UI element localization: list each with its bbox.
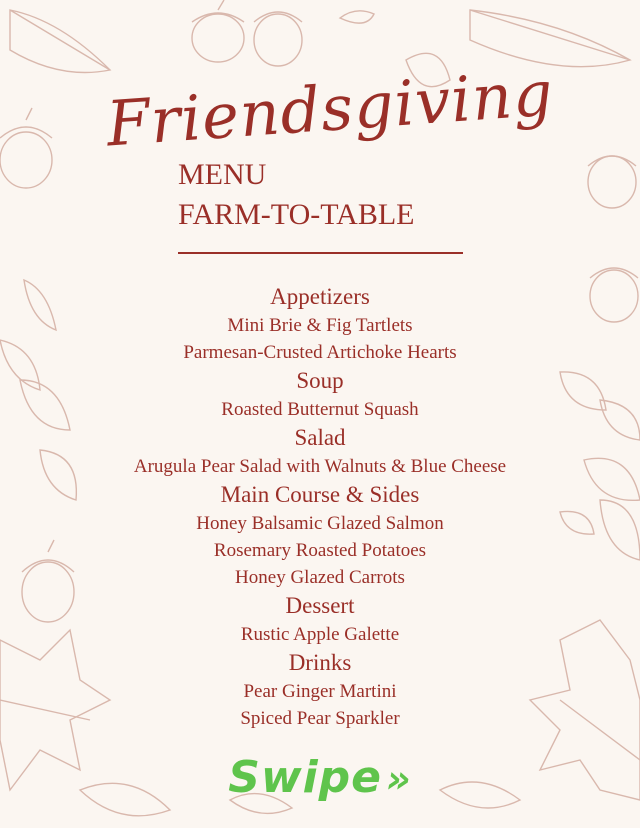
swipe-label: Swipe xyxy=(228,752,383,803)
menu-section-main-course xyxy=(0,480,640,591)
menu-item: Rosemary Roasted Potatoes xyxy=(213,540,427,561)
menu-subtitle: MENU xyxy=(178,158,267,191)
menu-item: Roasted Butternut Squash xyxy=(221,399,419,420)
swipe-button[interactable] xyxy=(228,752,411,803)
menu-section-dessert xyxy=(0,591,640,648)
leaf-icon xyxy=(10,10,110,73)
acorn-icon xyxy=(254,12,302,66)
menu-item: Parmesan-Crusted Artichoke Hearts xyxy=(183,342,457,363)
section-heading: Appetizers xyxy=(270,284,370,309)
menu-section-drinks xyxy=(0,648,640,732)
section-heading: Dessert xyxy=(285,593,355,618)
swipe-area xyxy=(0,752,640,803)
menu-section-salad xyxy=(0,423,640,480)
page-title: Friendsgiving xyxy=(104,56,556,161)
menu-list xyxy=(0,282,640,732)
acorn-icon xyxy=(192,0,244,62)
menu-item: Honey Glazed Carrots xyxy=(235,567,405,588)
menu-item: Pear Ginger Martini xyxy=(243,681,397,702)
divider xyxy=(178,252,463,254)
acorn-icon xyxy=(588,156,636,208)
leaf-icon xyxy=(340,11,374,23)
section-heading: Drinks xyxy=(288,650,352,675)
menu-item: Honey Balsamic Glazed Salmon xyxy=(196,513,444,534)
menu-item: Rustic Apple Galette xyxy=(240,624,400,645)
menu-section-appetizers xyxy=(0,282,640,366)
double-chevron-right-icon: » xyxy=(386,757,412,801)
acorn-icon xyxy=(0,108,52,188)
menu-section-soup xyxy=(0,366,640,423)
section-heading: Main Course & Sides xyxy=(220,482,420,507)
section-heading: Soup xyxy=(296,368,344,393)
section-heading: Salad xyxy=(294,425,346,450)
menu-item: Spiced Pear Sparkler xyxy=(240,708,400,729)
menu-item: Mini Brie & Fig Tartlets xyxy=(227,315,413,336)
menu-item: Arugula Pear Salad with Walnuts & Blue Cheese xyxy=(133,456,507,477)
farm-to-table-subtitle: FARM-TO-TABLE xyxy=(178,198,415,231)
